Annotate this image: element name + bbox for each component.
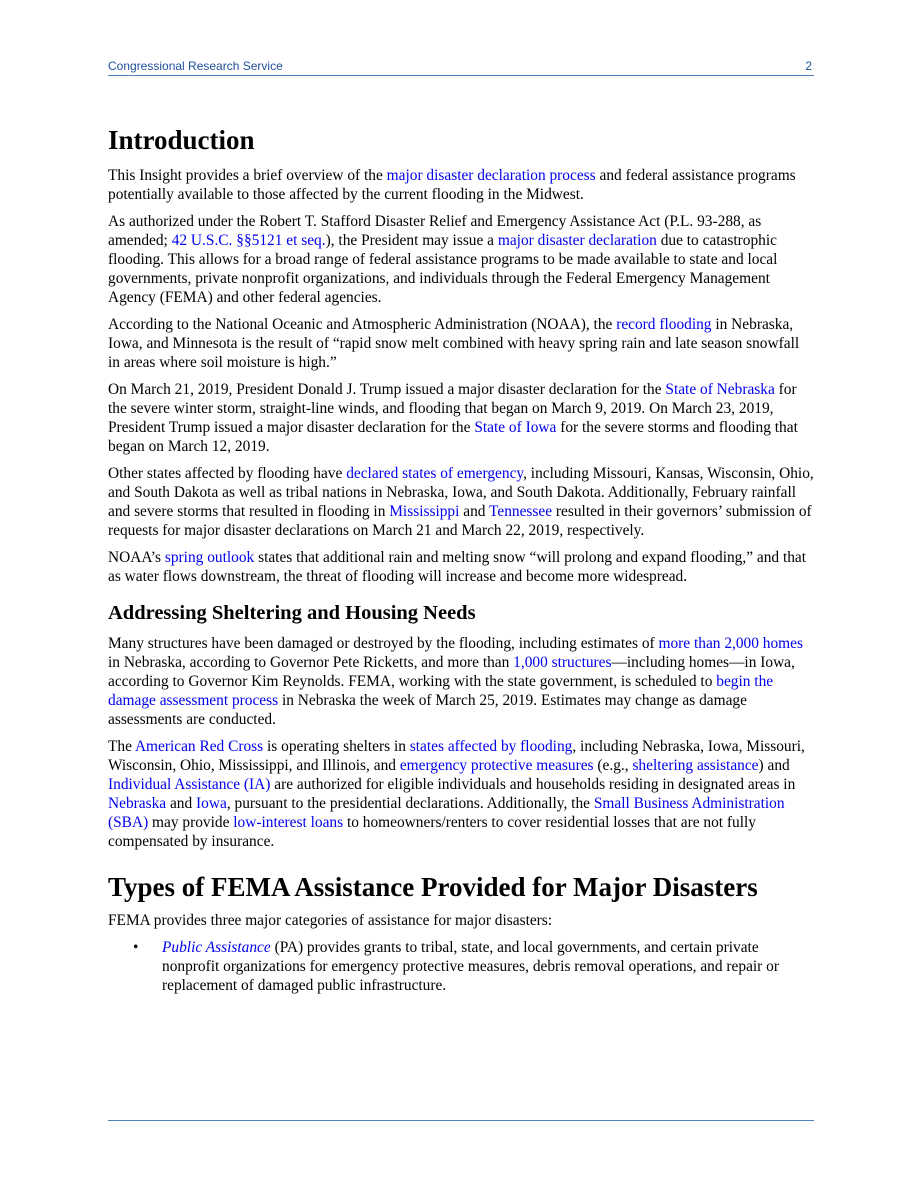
footer-divider [108,1120,814,1121]
sheltering-paragraph-2: The American Red Cross is operating shelters in states affected by flooding, including Nebraska, Iowa, Missouri, Wisconsin, Ohio, Mississippi, and Illinois, and emergency protective measures (e.g., sheltering assistance) and Individual Assistance (IA) are authorized for eligible individuals and households residing in designated areas in Nebraska and Iowa, pursuant to the presidential declarations. Additionally, the Small Business Administration (SBA) may provide low-interest loans to homeowners/renters to cover residential losses that are not fully compensated by insurance. [108,738,805,850]
link-sheltering-assistance[interactable]: sheltering assistance [632,757,759,774]
link-public-assistance[interactable]: Public Assistance [162,939,271,956]
link-low-interest-loans[interactable]: low-interest loans [233,814,344,831]
link-state-of-iowa[interactable]: State of Iowa [474,419,557,436]
link-individual-assistance[interactable]: Individual Assistance (IA) [108,776,271,793]
link-sba[interactable]: Small Business Administration (SBA) [108,795,785,831]
intro-paragraph-2: As authorized under the Robert T. Stafford Disaster Relief and Emergency Assistance Act (P.L. 93-288, as amended; 42 U.S.C. §§5121 et seq.), the President may issue a major disaster declaration due to catastrophic flooding. This allows for a broad range of federal assistance programs to be made available to state and local governments, private nonprofit organizations, and individuals through the Federal Emergency Management Agency (FEMA) and other federal agencies. [108,213,778,306]
link-spring-outlook[interactable]: spring outlook [164,549,255,566]
intro-paragraph-5: Other states affected by flooding have declared states of emergency, including Missouri, Kansas, Wisconsin, Ohio, and South Dakota as well as tribal nations in Nebraska, Iowa, and South Dakota. Additionally, February rainfall and severe storms that resulted in flooding in Mississippi and Tennessee resulted in their governors’ submission of requests for major disaster declarations on March 21 and March 22, 2019, respectively. [108,465,814,539]
intro-paragraph-3: According to the National Oceanic and Atmospheric Administration (NOAA), the record flooding in Nebraska, Iowa, and Minnesota is the result of “rapid snow melt combined with heavy spring rain and late season snowfall in areas where soil moisture is high.” [108,316,800,371]
link-major-disaster-declaration[interactable]: major disaster declaration [497,232,657,249]
link-damage-assessment[interactable]: begin the damage assessment process [108,673,774,709]
link-iowa[interactable]: Iowa [196,795,227,812]
link-american-red-cross[interactable]: American Red Cross [134,738,264,755]
intro-paragraph-4: On March 21, 2019, President Donald J. Trump issued a major disaster declaration for the State of Nebraska for the severe winter storm, straight-line winds, and flooding that began on March 9, 2019. On March 23, 2019, President Trump issued a major disaster declaration for the State of Iowa for the severe storms and flooding that began on March 12, 2019. [108,381,798,455]
link-2000-homes[interactable]: more than 2,000 homes [658,635,803,652]
link-states-affected[interactable]: states affected by flooding [409,738,573,755]
link-tennessee[interactable]: Tennessee [489,503,553,520]
main-content [108,122,814,995]
link-1000-structures[interactable]: 1,000 structures [513,654,612,671]
link-42-usc[interactable]: 42 U.S.C. §§5121 et seq. [171,232,326,249]
link-state-of-nebraska[interactable]: State of Nebraska [665,381,775,398]
assistance-list [108,938,814,995]
types-intro: FEMA provides three major categories of assistance for major disasters: [108,912,553,929]
page-header [108,58,814,76]
link-nebraska[interactable]: Nebraska [108,795,167,812]
sheltering-heading: Addressing Sheltering and Housing Needs [108,602,476,624]
page-number: 2 [805,59,812,73]
link-declared-states-emergency[interactable]: declared states of emergency [346,465,524,482]
types-heading: Types of FEMA Assistance Provided for Major Disasters [108,872,758,902]
bullet-icon: • [133,939,139,956]
intro-paragraph-6: NOAA’s spring outlook states that additional rain and melting snow “will prolong and expand flooding,” and that as water flows downstream, the threat of flooding will increase and become more widespread. [108,549,807,585]
introduction-heading: Introduction [108,125,255,155]
list-item: • Public Assistance (PA) provides grants to tribal, state, and local governments, and certain private nonprofit organizations for emergency protective measures, debris removal operations, and repair or replacement of damaged public infrastructure. [133,939,779,994]
link-major-disaster-process[interactable]: major disaster declaration process [386,167,596,184]
link-mississippi[interactable]: Mississippi [389,503,460,520]
link-emergency-protective-measures[interactable]: emergency protective measures [399,757,594,774]
intro-paragraph-1: This Insight provides a brief overview of the major disaster declaration process and federal assistance programs potentially available to those affected by the current flooding in the Midwest. [108,167,796,203]
link-record-flooding[interactable]: record flooding [616,316,712,333]
sheltering-paragraph-1: Many structures have been damaged or destroyed by the flooding, including estimates of more than 2,000 homes in Nebraska, according to Governor Pete Ricketts, and more than 1,000 structures—including homes—in Iowa, according to Governor Kim Reynolds. FEMA, working with the state government, is scheduled to begin the damage assessment process in Nebraska the week of March 25, 2019. Estimates may change as damage assessments are conducted. [108,635,803,728]
header-title: Congressional Research Service [108,59,283,73]
